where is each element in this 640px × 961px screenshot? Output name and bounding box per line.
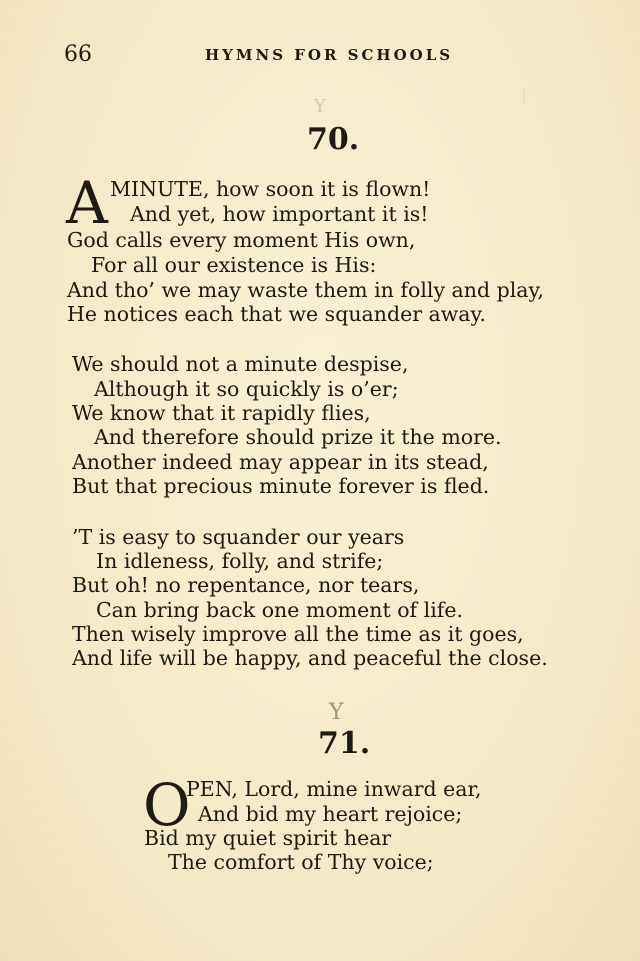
verse-line: And bid my heart rejoice; [198, 802, 463, 826]
verse-line: And yet, how important it is! [130, 202, 429, 226]
drop-cap: O [143, 771, 191, 839]
verse-line: PEN, Lord, mine inward ear, [186, 777, 482, 801]
pencil-check-mark: Y [329, 700, 344, 725]
verse-line: God calls every moment His own, [67, 228, 416, 252]
verse-line: Then wisely improve all the time as it goes, [72, 622, 524, 646]
verse-line: He notices each that we squander away. [67, 302, 486, 326]
verse-line: MINUTE, how soon it is flown! [110, 177, 431, 201]
hymn-number: 71. [318, 726, 371, 761]
verse-line: We should not a minute despise, [72, 352, 409, 376]
verse-line: But that precious minute forever is fled. [72, 474, 490, 498]
pencil-check-mark: Y [314, 96, 326, 117]
running-header: HYMNS FOR SCHOOLS [205, 46, 454, 64]
page-number: 66 [64, 42, 92, 67]
verse-line: We know that it rapidly flies, [72, 401, 371, 425]
verse-line: And life will be happy, and peaceful the close. [72, 646, 548, 670]
verse-line: And tho’ we may waste them in folly and play, [67, 278, 544, 302]
verse-line: Bid my quiet spirit hear [144, 826, 392, 850]
verse-line: ’T is easy to squander our years [72, 525, 405, 549]
verse-line: Can bring back one moment of life. [96, 598, 464, 622]
verse-line: Another indeed may appear in its stead, [72, 450, 489, 474]
verse-line: But oh! no repentance, nor tears, [72, 573, 420, 597]
bleed-through: I [520, 84, 528, 108]
verse-line: In idleness, folly, and strife; [96, 549, 384, 573]
verse-line: And therefore should prize it the more. [94, 425, 502, 449]
drop-cap: A [66, 169, 108, 237]
verse-line: The comfort of Thy voice; [168, 850, 434, 874]
verse-line: Although it so quickly is o’er; [94, 377, 399, 401]
verse-line: For all our existence is His: [91, 253, 377, 277]
hymn-number: 70. [307, 122, 360, 157]
